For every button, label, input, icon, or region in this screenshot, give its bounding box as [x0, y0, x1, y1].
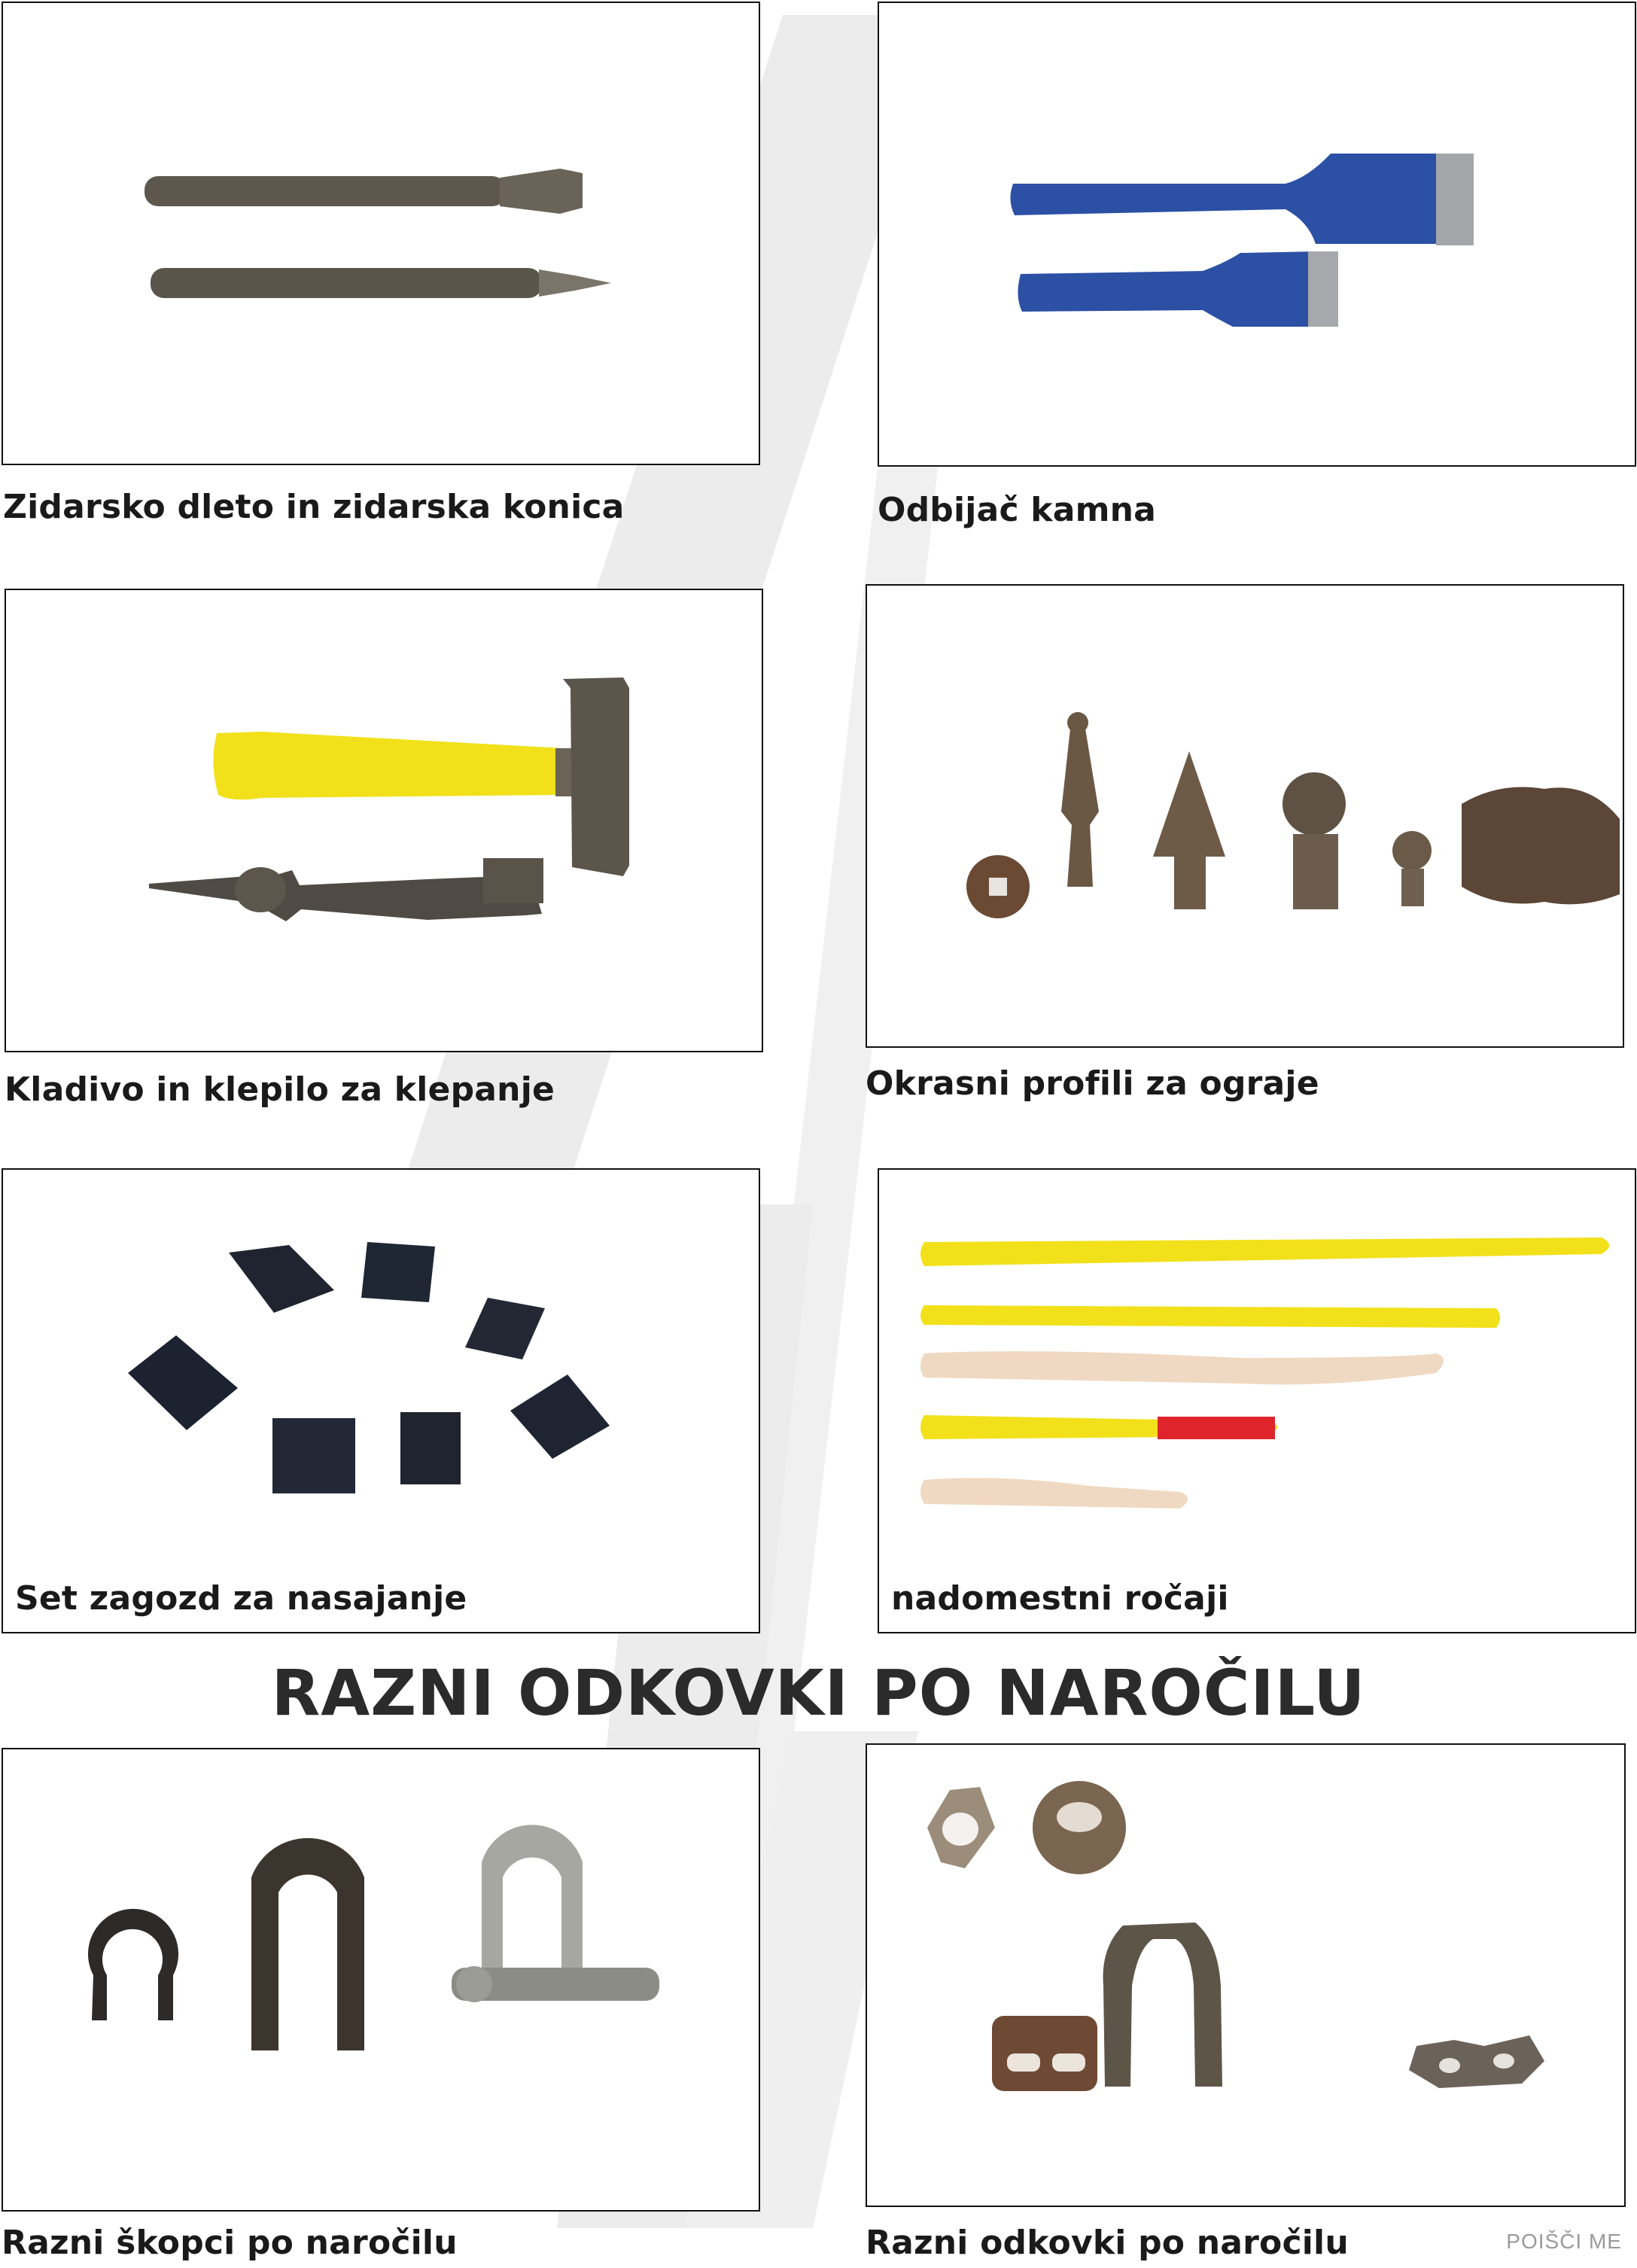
hammer-illustration [6, 590, 762, 1051]
caption-custom-forgings: Razni odkovki po naročilu [866, 2224, 1349, 2262]
caption-chisel: Zidarsko dleto in zidarska konica [3, 488, 625, 526]
product-photo-wedge-set [2, 1168, 760, 1633]
product-photo-shackles [2, 1748, 760, 2212]
product-photo-replacement-handles [878, 1168, 1636, 1633]
product-photo-fence-profiles [866, 584, 1624, 1048]
chisel-illustration [3, 3, 759, 464]
product-photo-custom-forgings [866, 1743, 1626, 2207]
caption-hammer: Kladivo in klepilo za klepanje [5, 1070, 555, 1109]
forgings-illustration [867, 1745, 1624, 2206]
wedge-set-illustration [3, 1170, 759, 1632]
product-photo-stone-splitter [878, 2, 1636, 467]
caption-wedge-set: Set zagozd za nasajanje [15, 1579, 467, 1618]
shackles-illustration [3, 1749, 759, 2210]
heading-custom-forgings: RAZNI ODKOVKI PO NAROČILU [271, 1656, 1366, 1730]
stone-splitter-illustration [879, 3, 1635, 465]
product-photo-chisel-and-point [2, 2, 760, 465]
fence-profiles-illustration [867, 586, 1623, 1046]
caption-stone-splitter: Odbijač kamna [878, 491, 1157, 529]
product-photo-hammer-and-anvil [5, 589, 763, 1052]
caption-fence-profiles: Okrasni profili za ograje [866, 1064, 1319, 1103]
caption-shackles: Razni škopci po naročilu [2, 2224, 458, 2262]
poisci-me-logo: POIŠČI ME [1506, 2230, 1622, 2253]
caption-replacement-handles: nadomestni ročaji [891, 1579, 1229, 1618]
handles-illustration [879, 1170, 1635, 1632]
